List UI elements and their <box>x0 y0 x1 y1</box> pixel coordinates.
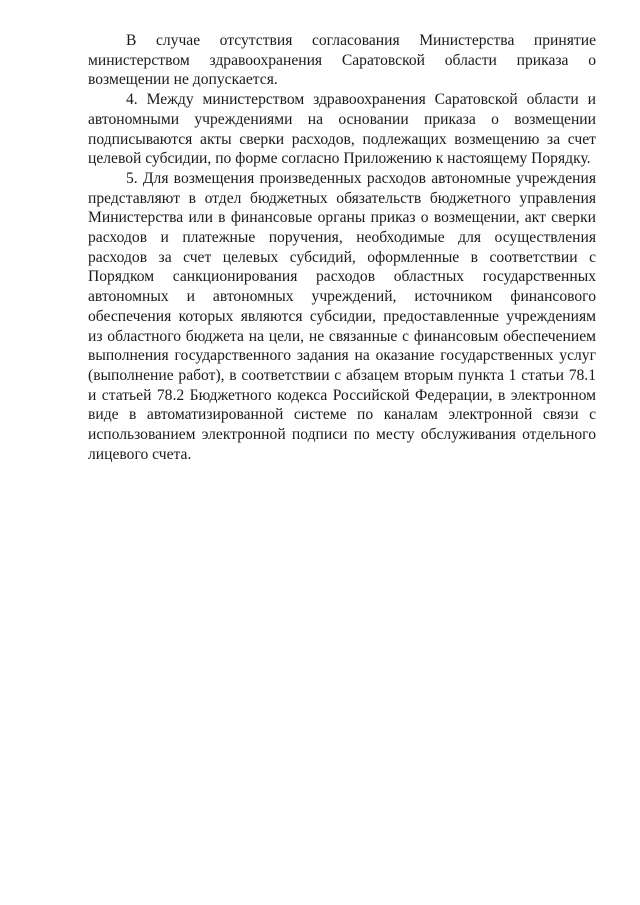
document-body <box>88 31 596 464</box>
paragraph-item-5: 5. Для возмещения произведенных расходов автономные учреждения представляют в отдел бюджетных обязательств бюджетного управления Министерства или в финансовые органы приказ о возмещении, акт сверки расходов и платежные поручения, необходимые для осуществления расходов за счет целевых субсидий, оформленные в соответствии с Порядком санкционирования расходов областных государственных автономных и автономных учреждений, источником финансового обеспечения которых являются субсидии, предоставленные учреждениям из областного бюджета на цели, не связанные с финансовым обеспечением выполнения государственного задания на оказание государственных услуг (выполнение работ), в соответствии с абзацем вторым пункта 1 статьи 78.1 и статьей 78.2 Бюджетного кодекса Российской Федерации, в электронном виде в автоматизированной системе по каналам электронной связи с использованием электронной подписи по месту обслуживания отдельного лицевого счета. <box>88 169 596 463</box>
paragraph-approval-note: В случае отсутствия согласования Министерства принятие министерством здравоохранения Саратовской области приказа о возмещении не допускается. <box>88 32 596 89</box>
paragraph-item-4: 4. Между министерством здравоохранения Саратовской области и автономными учреждениями на основании приказа о возмещении подписываются акты сверки расходов, подлежащих возмещению за счет целевой субсидии, по форме согласно Приложению к настоящему Порядку. <box>88 91 596 168</box>
